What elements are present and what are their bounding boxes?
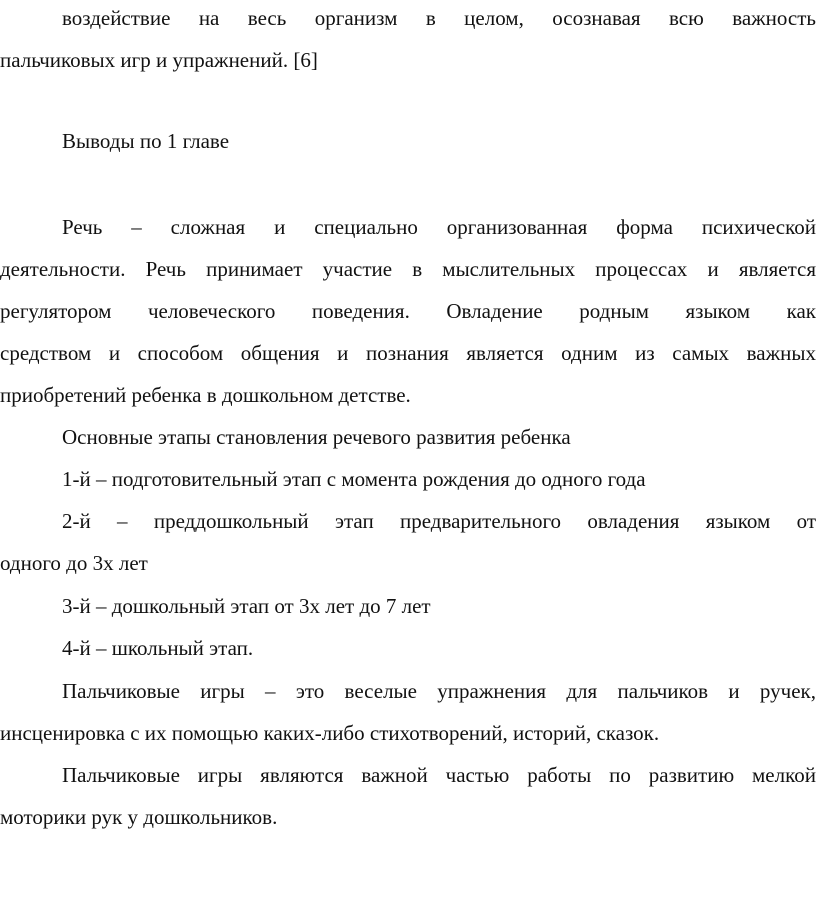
section-heading: Выводы по 1 главе [62, 129, 230, 153]
text-line: Пальчиковые игры являются важной частью работы по развитию мелкой [62, 763, 816, 787]
text-line: Основные этапы становления речевого развития ребенка [62, 425, 571, 449]
text-line: моторики рук у дошкольников. [0, 805, 278, 829]
text-line: пальчиковых игр и упражнений. [6] [0, 48, 318, 72]
text-line: воздействие на весь организм в целом, осознавая всю важность [62, 6, 816, 30]
text-line: 2-й – преддошкольный этап предварительного овладения языком от [62, 509, 816, 533]
text-line: одного до 3х лет [0, 551, 148, 575]
text-line: деятельности. Речь принимает участие в мыслительных процессах и является [0, 257, 816, 281]
text-line: Речь – сложная и специально организованная форма психической [62, 215, 816, 239]
text-line: регулятором человеческого поведения. Овладение родным языком как [0, 299, 816, 323]
text-line: 4-й – школьный этап. [62, 636, 254, 660]
text-line: приобретений ребенка в дошкольном детстве. [0, 383, 411, 407]
text-line: Пальчиковые игры – это веселые упражнения для пальчиков и ручек, [62, 679, 816, 703]
text-line: 1-й – подготовительный этап с момента рождения до одного года [62, 467, 646, 491]
text-line: 3-й – дошкольный этап от 3х лет до 7 лет [62, 594, 431, 618]
text-line: инсценировка с их помощью каких-либо стихотворений, историй, сказок. [0, 721, 660, 745]
text-line: средством и способом общения и познания является одним из самых важных [0, 341, 816, 365]
